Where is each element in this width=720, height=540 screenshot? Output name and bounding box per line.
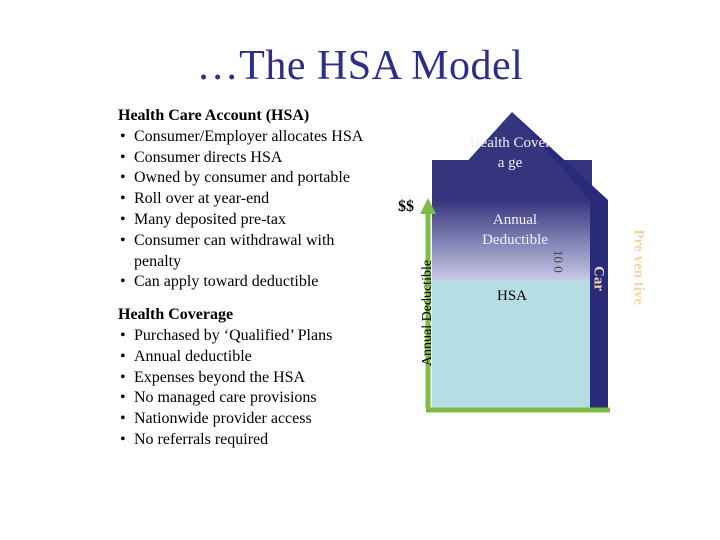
- list-item: • Purchased by ‘Qualified’ Plans: [118, 326, 418, 347]
- deductible-label: Annual Deductible: [482, 212, 548, 248]
- list-item: • Owned by consumer and portable: [118, 168, 418, 189]
- dollars-label: $$: [398, 198, 414, 215]
- coverage-label: Health Covera ge: [469, 135, 551, 171]
- list-item: • Can apply toward deductible: [118, 272, 418, 293]
- side-fragment-label: 10 0: [551, 250, 566, 273]
- coverage-section-heading: Health Coverage: [118, 306, 234, 324]
- axis-label: Annual Deductible: [420, 259, 435, 367]
- list-item: • Many deposited pre-tax: [118, 210, 418, 231]
- list-item: • Annual deductible: [118, 347, 418, 368]
- side-care-label: Car: [590, 266, 607, 291]
- page-title: …The HSA Model: [196, 43, 524, 89]
- list-item: • Consumer directs HSA: [118, 148, 418, 169]
- list-item: • Expenses beyond the HSA: [118, 368, 418, 389]
- list-item: • Consumer/Employer allocates HSA: [118, 127, 418, 148]
- preventive-care-bar: [590, 200, 608, 410]
- list-item: • Consumer can withdrawal with penalty: [118, 231, 418, 273]
- hsa-section-heading: Health Care Account (HSA): [118, 107, 310, 124]
- hsa-label: HSA: [496, 288, 527, 304]
- list-item: • No referrals required: [118, 430, 418, 451]
- list-item: • Nationwide provider access: [118, 409, 418, 430]
- list-item: • Roll over at year-end: [118, 189, 418, 210]
- list-item: • No managed care provisions: [118, 388, 418, 409]
- side-prevention-label: Pre ven tive: [630, 229, 647, 306]
